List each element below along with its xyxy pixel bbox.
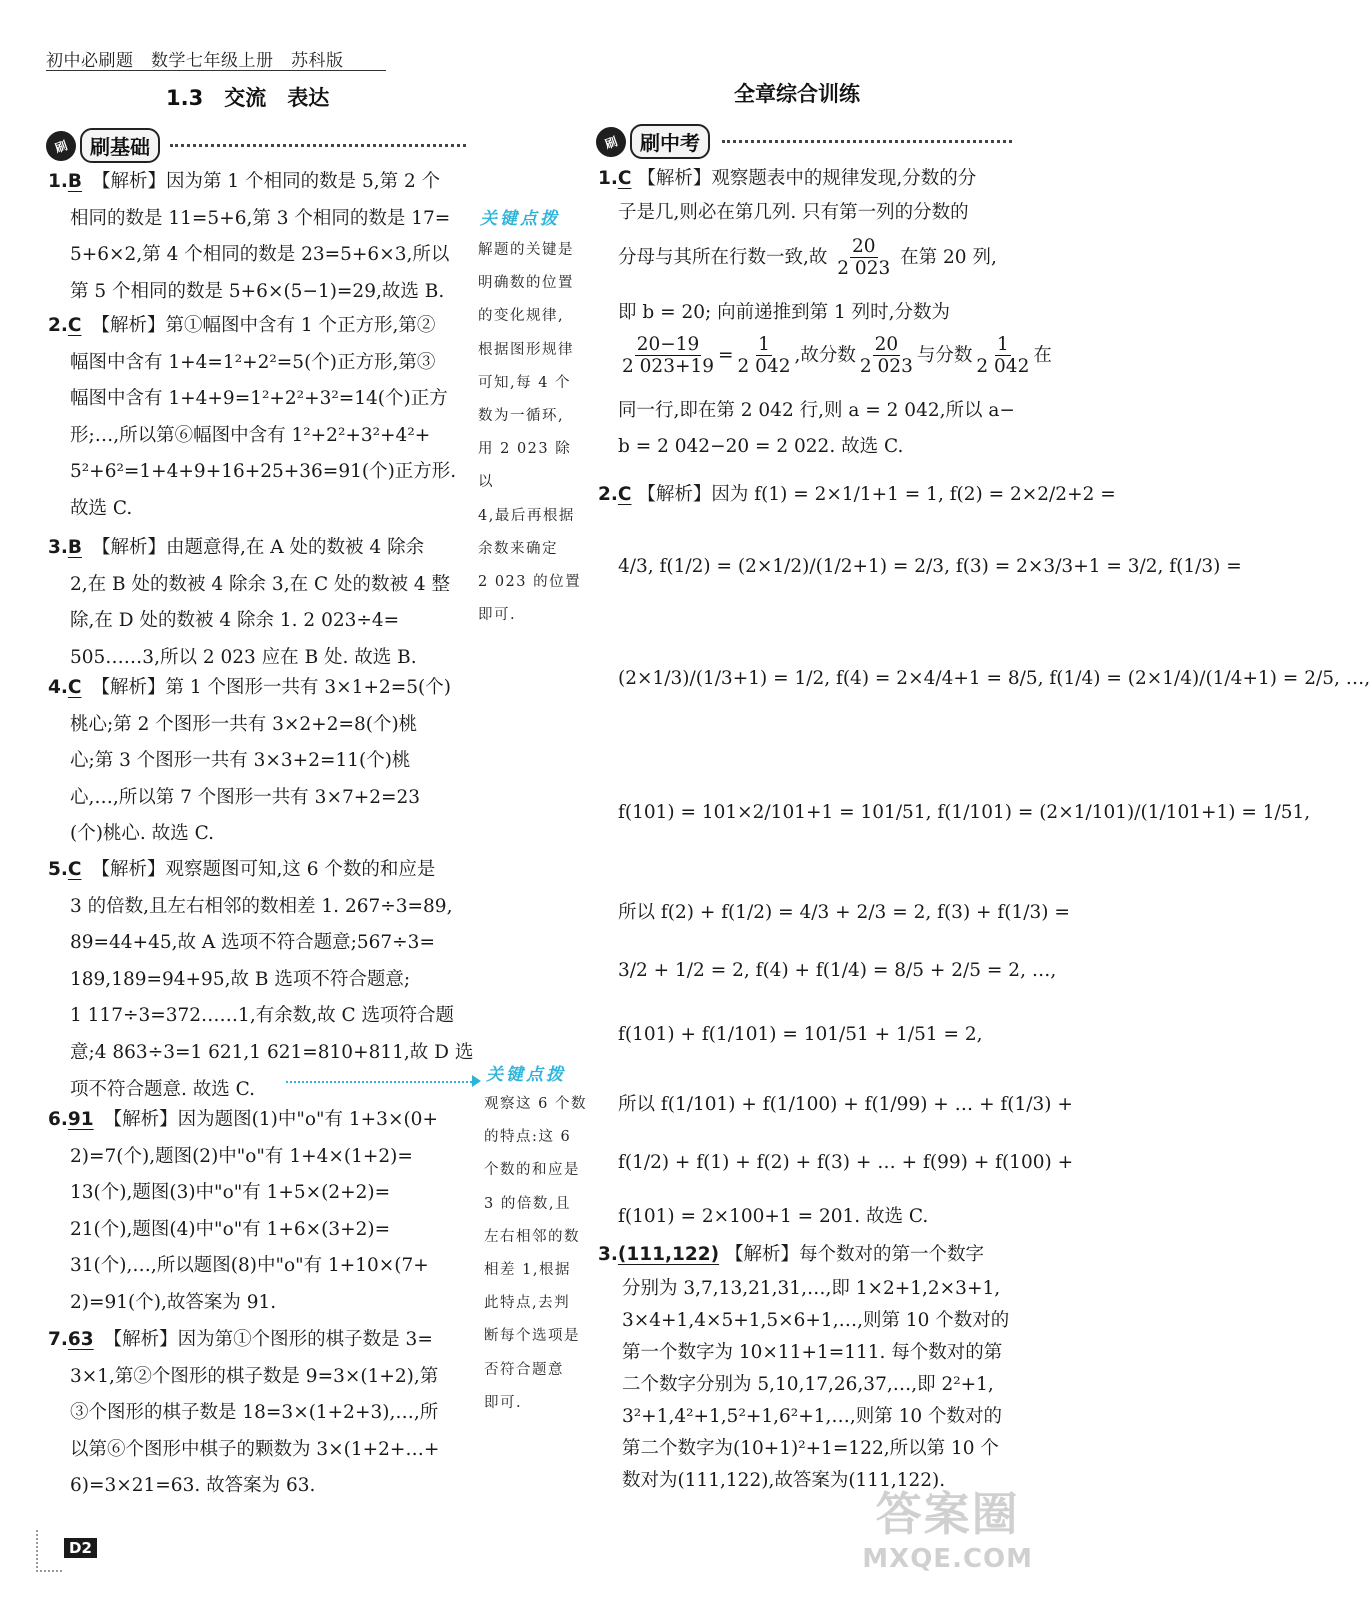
- question-line: 心;第 3 个图形一共有 3×3+2=11(个)桃: [70, 750, 411, 772]
- q1-line: 即 b = 20; 向前递推到第 1 列时,分数为: [618, 302, 951, 323]
- left-section-title: 1.3 交流 表达: [166, 86, 330, 110]
- q3-line: 第一个数字为 10×11+1=111. 每个数对的第: [622, 1342, 1003, 1363]
- q3-line: 3²+1,4²+1,5²+1,6²+1,…,则第 10 个数对的: [622, 1406, 1003, 1427]
- question-line: 6.91 【解析】因为题图(1)中"o"有 1+3×(0+: [48, 1109, 438, 1130]
- question-line: 桃心;第 2 个图形一共有 3×2+2=8(个)桃: [70, 713, 418, 735]
- header-rule: [46, 70, 386, 71]
- q3-line: 第二个数字为(10+1)²+1=122,所以第 10 个: [622, 1438, 999, 1459]
- dotted-rule: [170, 144, 466, 147]
- q1-line: 同一行,即在第 2 042 行,则 a = 2 042,所以 a−: [618, 400, 1015, 421]
- question-line: (个)桃心. 故选 C.: [70, 823, 214, 845]
- q2-line: f(101) = 2×100+1 = 201. 故选 C.: [618, 1206, 929, 1227]
- side-note-line: 4,最后再根据: [478, 507, 575, 524]
- question-line: 除,在 D 处的数被 4 除余 1. 2 023÷4=: [70, 610, 400, 632]
- question-line: 故选 C.: [70, 497, 133, 519]
- question-line: 4.C 【解析】第 1 个图形一共有 3×1+2=5(个): [48, 677, 451, 698]
- q3-line: 二个数字分别为 5,10,17,26,37,…,即 2²+1,: [622, 1374, 994, 1395]
- q2-line: f(1/2) + f(1) + f(2) + f(3) + … + f(99) + f(100) +: [618, 1152, 1074, 1173]
- q1-line: 分母与其所在行数一致,故 $\frac{20}{2 023}$ 在第 20 列,: [618, 236, 997, 280]
- side-note-line: 个数的和应是: [484, 1162, 580, 1179]
- side-note-line: 即可.: [484, 1394, 523, 1411]
- question-line: 第 5 个相同的数是 5+6×(5−1)=29,故选 B.: [70, 280, 445, 302]
- right-tag: [596, 124, 710, 159]
- q2-line: 所以 f(1/101) + f(1/100) + f(1/99) + … + f(1/3) +: [618, 1094, 1073, 1115]
- side-note-line: 用 2 023 除以: [478, 441, 572, 491]
- question-line: 1 117÷3=372……1,有余数,故 C 选项符合题: [70, 1005, 454, 1027]
- side-note-line: 观察这 6 个数: [484, 1096, 587, 1112]
- side-note-line: 左右相邻的数: [484, 1228, 580, 1245]
- question-line: 5²+6²=1+4+9+16+25+36=91(个)正方形.: [70, 461, 457, 483]
- side-note-head: 关键点拨: [480, 209, 560, 229]
- question-line: ③个图形的棋子数是 18=3×(1+2+3),…,所: [70, 1402, 439, 1424]
- question-3: [48, 530, 450, 676]
- q2-line: 所以 f(2) + f(1/2) = 4/3 + 2/3 = 2, f(3) + f(1/3) =: [618, 902, 1070, 923]
- side-note-line: 可知,每 4 个: [478, 374, 572, 391]
- q2-line: f(101) = 101×2/101+1 = 101/51, f(1/101) = (2×1/101)/(1/101+1) = 1/51,: [618, 802, 1311, 823]
- question-4: [48, 670, 451, 853]
- question-line: 以第⑥个图形中棋子的颗数为 3×(1+2+…+: [70, 1438, 440, 1460]
- q2-line: 3/2 + 1/2 = 2, f(4) + f(1/4) = 8/5 + 2/5 = 2, …,: [618, 960, 1057, 981]
- side-note-head: 关键点拨: [486, 1065, 566, 1085]
- side-note-line: 3 的倍数,且: [484, 1195, 571, 1212]
- side-note: [478, 234, 586, 632]
- dotted-rule: [722, 140, 1012, 143]
- tag-label: 刷中考: [630, 124, 710, 159]
- side-note-line: 此特点,去判: [484, 1295, 571, 1312]
- arrow-icon: [472, 1075, 481, 1087]
- question-line: 2,在 B 处的数被 4 除余 3,在 C 处的数被 4 整: [70, 573, 451, 595]
- side-note-line: 解题的关键是: [478, 242, 574, 258]
- question-line: 505……3,所以 2 023 应在 B 处. 故选 B.: [70, 646, 417, 668]
- question-line: 6)=3×21=63. 故答案为 63.: [70, 1475, 316, 1497]
- q3-line: 数对为(111,122),故答案为(111,122).: [622, 1470, 946, 1491]
- question-line: 幅图中含有 1+4+9=1²+2²+3²=14(个)正方: [70, 388, 448, 410]
- watermark: 答案圈 MXQE.COM: [862, 1487, 1033, 1574]
- side-note-line: 余数来确定: [478, 540, 558, 557]
- side-note-line: 数为一循环,: [478, 408, 565, 425]
- question-line: 3×1,第②个图形的棋子数是 9=3×(1+2),第: [70, 1365, 439, 1387]
- question-line: 21(个),题图(4)中"o"有 1+6×(3+2)=: [70, 1218, 391, 1240]
- question-line: 189,189=94+95,故 B 选项不符合题意;: [70, 968, 411, 990]
- q1-line: $\frac{20-19}{2 023+19}$ = $\frac{1}{2 042}$ ,故分数 $\frac{20}{2 023}$ 与分数 $\frac{1}{2 042}$ 在: [622, 334, 1052, 378]
- side-note-line: 否符合题意: [484, 1361, 564, 1378]
- side-note-line: 的变化规律,: [478, 308, 565, 325]
- side-note-line: 的特点:这 6: [484, 1129, 572, 1146]
- side-note-line: 明确数的位置: [478, 275, 574, 292]
- question-7: [48, 1322, 439, 1505]
- q2-line: f(101) + f(1/101) = 101/51 + 1/51 = 2,: [618, 1024, 983, 1045]
- question-line: 2.C 【解析】第①幅图中含有 1 个正方形,第②: [48, 315, 436, 336]
- question-line: 31(个),…,所以题图(8)中"o"有 1+10×(7+: [70, 1255, 429, 1277]
- left-tag: [46, 128, 160, 163]
- question-5: [48, 852, 473, 1108]
- side-note-line: 根据图形规律: [478, 341, 574, 358]
- question-line: 意;4 863÷3=1 621,1 621=810+811,故 D 选: [70, 1041, 474, 1063]
- side-note-line: 相差 1,根据: [484, 1262, 571, 1279]
- book-header: 初中必刷题 数学七年级上册 苏科版: [46, 51, 344, 71]
- q2-line: 2.C 【解析】因为 f(1) = 2×1/1+1 = 1, f(2) = 2×2/2+2 =: [598, 484, 1116, 505]
- question-1: [48, 164, 450, 310]
- page-corner-dots: [36, 1530, 62, 1572]
- q1-line: b = 2 042−20 = 2 022. 故选 C.: [618, 436, 904, 457]
- brush-icon: 刷: [42, 126, 80, 164]
- question-6: [48, 1102, 438, 1322]
- q3-line: 3×4+1,4×5+1,5×6+1,…,则第 10 个数对的: [622, 1310, 1010, 1331]
- q1-line: 子是几,则必在第几列. 只有第一列的分数的: [618, 202, 969, 223]
- q1-line: 1.C 【解析】观察题表中的规律发现,分数的分: [598, 168, 977, 189]
- tag-label: 刷基础: [80, 128, 160, 163]
- question-2: [48, 308, 456, 528]
- side-note-line: 断每个选项是: [484, 1328, 580, 1345]
- question-line: 心,…,所以第 7 个图形一共有 3×7+2=23: [70, 786, 421, 808]
- question-line: 5+6×2,第 4 个相同的数是 23=5+6×3,所以: [70, 244, 450, 266]
- question-line: 形;…,所以第⑥幅图中含有 1²+2²+3²+4²+: [70, 424, 431, 446]
- brush-icon: 刷: [592, 122, 630, 160]
- q2-line: 4/3, f(1/2) = (2×1/2)/(1/2+1) = 2/3, f(3) = 2×3/3+1 = 3/2, f(1/3) =: [618, 556, 1242, 577]
- question-line: 2)=91(个),故答案为 91.: [70, 1291, 277, 1313]
- question-line: 89=44+45,故 A 选项不符合题意;567÷3=: [70, 932, 435, 954]
- question-line: 1.B 【解析】因为第 1 个相同的数是 5,第 2 个: [48, 171, 441, 192]
- question-line: 5.C 【解析】观察题图可知,这 6 个数的和应是: [48, 859, 436, 880]
- question-line: 7.63 【解析】因为第①个图形的棋子数是 3=: [48, 1329, 433, 1350]
- question-line: 13(个),题图(3)中"o"有 1+5×(2+2)=: [70, 1182, 391, 1204]
- side-note-line: 即可.: [478, 607, 517, 624]
- page-number: D2: [64, 1538, 97, 1558]
- q3-line: 分别为 3,7,13,21,31,…,即 1×2+1,2×3+1,: [622, 1278, 1001, 1299]
- side-note: [484, 1088, 592, 1420]
- question-line: 3 的倍数,且左右相邻的数相差 1. 267÷3=89,: [70, 895, 453, 917]
- side-note-line: 2 023 的位置: [478, 574, 582, 591]
- q2-line: (2×1/3)/(1/3+1) = 1/2, f(4) = 2×4/4+1 = 8/5, f(1/4) = (2×1/4)/(1/4+1) = 2/5, …,: [618, 668, 1370, 689]
- right-section-title: 全章综合训练: [734, 82, 860, 106]
- q3-line: 3.(111,122) 【解析】每个数对的第一个数字: [598, 1244, 984, 1265]
- question-line: 项不符合题意. 故选 C.: [70, 1078, 256, 1100]
- question-line: 幅图中含有 1+4=1²+2²=5(个)正方形,第③: [70, 351, 436, 373]
- arrow-dots: [286, 1081, 472, 1083]
- question-line: 相同的数是 11=5+6,第 3 个相同的数是 17=: [70, 207, 451, 229]
- question-line: 2)=7(个),题图(2)中"o"有 1+4×(1+2)=: [70, 1145, 413, 1167]
- question-line: 3.B 【解析】由题意得,在 A 处的数被 4 除余: [48, 537, 425, 558]
